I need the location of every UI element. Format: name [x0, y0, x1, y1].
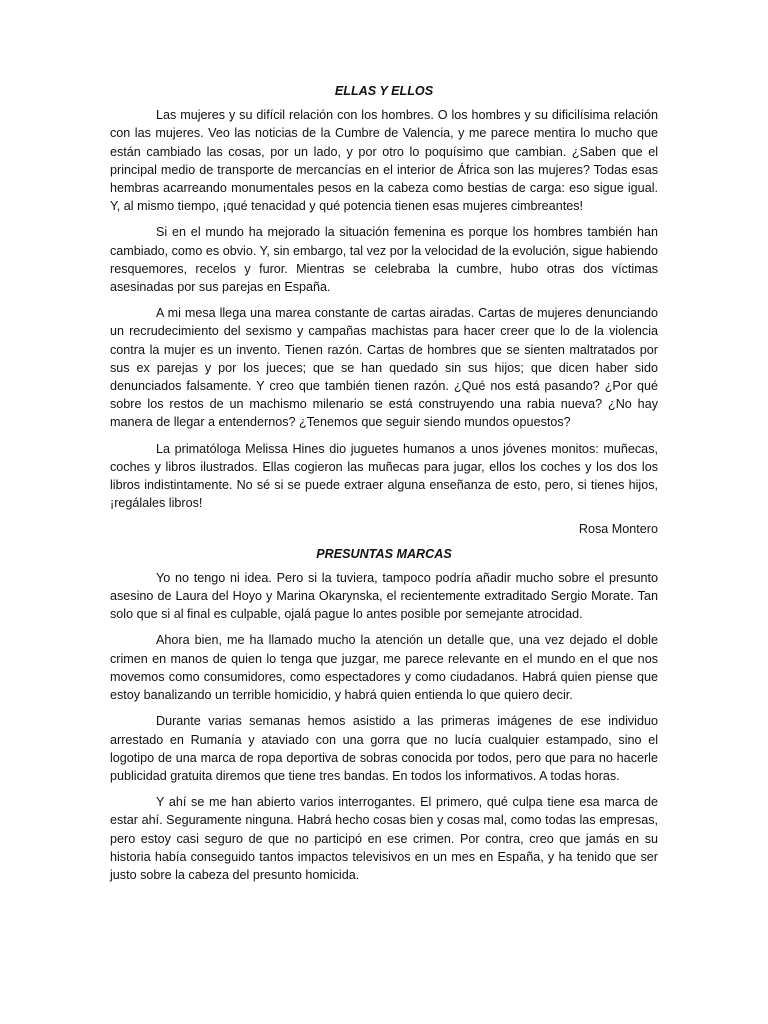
article-presuntas-marcas: [110, 545, 658, 884]
article-ellas-y-ellos: [110, 82, 658, 539]
article-title: ELLAS Y ELLOS: [334, 84, 434, 98]
paragraph: Yo no tengo ni idea. Pero si la tuviera, tampoco podría añadir mucho sobre el presunto asesino de Laura del Hoyo y Marina Okarynska, el recientemente extraditado Sergio Morate. Tan solo que si al final es culpable, ojalá pague lo antes posible por semejante atrocidad.: [110, 570, 658, 622]
author-signature: Rosa Montero: [578, 522, 658, 537]
paragraph: Si en el mundo ha mejorado la situación femenina es porque los hombres también han cambiado, como es obvio. Y, sin embargo, tal vez por la velocidad de la evolución, sigue habiendo resquemores, recelos y furor. Mientras se celebraba la cumbre, hubo otras dos víctimas asesinadas por sus parejas en España.: [110, 225, 658, 295]
paragraph: Las mujeres y su difícil relación con los hombres. O los hombres y su dificilísima relación con las mujeres. Veo las noticias de la Cumbre de Valencia, y me parece mentira lo mucho que están cambiado las cosas, por un lado, y por otro lo poquísimo que cambian. ¿Saben que el principal medio de transporte de mercancías en el interior de África son las mujeres? Todas esas hembras acarreando monumentales pesos en la cabeza como bestias de carga: eso sigue igual. Y, al mismo tiempo, ¡qué tenacidad y qué potencia tienen esas mujeres cimbreantes!: [110, 108, 658, 214]
paragraph: Durante varias semanas hemos asistido a las primeras imágenes de ese individuo arrestado en Rumanía y ataviado con una gorra que no lucía cualquier estampado, sino el logotipo de una marca de ropa deportiva de sobras conocida por todos, pero que para no hacerle publicidad gratuita diremos que tiene tres bandas. En todos los informativos. A todas horas.: [110, 714, 658, 783]
paragraph: Y ahí se me han abierto varios interrogantes. El primero, qué culpa tiene esa marca de estar ahí. Seguramente ninguna. Habrá hecho cosas bien y cosas mal, como todas las empresas, pero estoy casi seguro de que no participó en ese crimen. Por contra, creo que jamás en su historia había conseguido tantos impactos televisivos en un mes en España, y ha tenido que ser justo sobre la cabeza del presunto homicida.: [110, 795, 658, 882]
paragraph: Ahora bien, me ha llamado mucho la atención un detalle que, una vez dejado el doble crimen en manos de quien lo tenga que juzgar, me parece relevante en el mundo en el que nos movemos como consumidores, como espectadores y como ciudadanos. Habrá quien piense que estoy banalizando un terrible homicidio, y habrá quien entienda lo que quiero decir.: [110, 633, 658, 703]
document-page: [110, 82, 658, 892]
paragraph: A mi mesa llega una marea constante de cartas airadas. Cartas de mujeres denunciando un recrudecimiento del sexismo y campañas machistas para hacer creer que lo de la violencia contra la mujer es un invento. Tienen razón. Cartas de hombres que se sienten maltratados por sus ex parejas y por los jueces; que se han quedado sin sus hijos; que dicen haber sido denunciados falsamente. Y creo que también tienen razón. ¿Qué nos está pasando? ¿Por qué sobre los restos de un machismo milenario se está construyendo una rabia nueva? ¿No hay manera de llegar a entendernos? ¿Tenemos que seguir siendo mundos opuestos?: [110, 306, 658, 430]
paragraph: La primatóloga Melissa Hines dio juguetes humanos a unos jóvenes monitos: muñecas, coches y libros ilustrados. Ellas cogieron las muñecas para jugar, ellos los coches y los dos los libros indistintamente. No sé si se puede extraer alguna enseñanza de esto, pero, si tienes hijos, ¡regálales libros!: [110, 441, 658, 511]
article-title: PRESUNTAS MARCAS: [316, 546, 452, 561]
